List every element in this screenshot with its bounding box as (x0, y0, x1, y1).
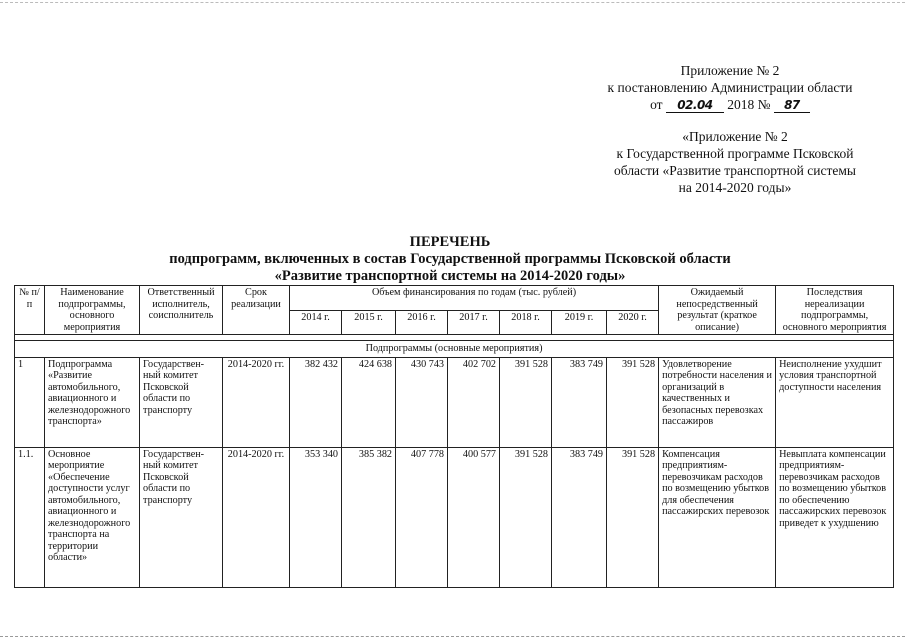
appendix-quote-line2: к Государственной программе Псковской (616, 146, 854, 161)
document-subtitle-program: «Развитие транспортной системы на 2014-2020 годы» (274, 268, 626, 284)
row-period: 2014-2020 гг. (223, 357, 290, 447)
header-num: № п/п (15, 286, 45, 335)
appendix-quote-line3: области «Развитие транспортной системы (614, 163, 856, 178)
header-responsible: Ответственный исполнитель, соисполнитель (140, 286, 223, 335)
table-row (15, 357, 894, 447)
row-value-2018: 391 528 (500, 357, 552, 447)
row-value-2020: 391 528 (607, 447, 659, 587)
header-year: 2017 г. (448, 310, 500, 335)
handwritten-number: 87 (774, 98, 810, 113)
header-year: 2020 г. (607, 310, 659, 335)
appendix-header-line1: Приложение № 2 (680, 63, 780, 78)
row-value-2019: 383 749 (552, 357, 607, 447)
row-consequences: Неисполнение ухудшит условия транспортной доступности населения (776, 357, 894, 447)
header-consequences: Последствия нереализации подпрограммы, основного мероприятия (776, 286, 894, 335)
header-year: 2019 г. (552, 310, 607, 335)
document-title: ПЕРЕЧЕНЬ (409, 234, 491, 250)
row-value-2016: 407 778 (396, 447, 448, 587)
scan-edge-top (0, 2, 905, 3)
row-value-2018: 391 528 (500, 447, 552, 587)
appendix-quote-line1: «Приложение № 2 (682, 129, 788, 144)
row-name: Основное мероприятие «Обеспечение доступности услуг автомобильного, авиационного и железнодорожного транспорта на территории области» (45, 447, 140, 587)
header-year: 2018 г. (500, 310, 552, 335)
year-text: 2018 № (727, 97, 771, 112)
subprograms-table (14, 285, 894, 588)
row-value-2017: 400 577 (448, 447, 500, 587)
header-name: Наименование подпрограммы, основного мероприятия (45, 286, 140, 335)
handwritten-date: 02.04 (666, 98, 724, 113)
row-value-2020: 391 528 (607, 357, 659, 447)
appendix-quote-line4: на 2014-2020 годы» (678, 180, 792, 195)
table-header-row (15, 286, 894, 311)
row-result: Удовлетворение потребности населения и организаций в качественных и безопасных перевозках пассажиров (659, 357, 776, 447)
row-value-2015: 424 638 (342, 357, 396, 447)
row-num: 1 (15, 357, 45, 447)
document-subtitle: подпрограмм, включенных в состав Государственной программы Псковской области (169, 251, 731, 267)
row-result: Компенсация предприятиям-перевозчикам расходов по возмещению убытков для обеспечения пассажирских перевозок (659, 447, 776, 587)
row-value-2016: 430 743 (396, 357, 448, 447)
row-period: 2014-2020 гг. (223, 447, 290, 587)
header-year: 2015 г. (342, 310, 396, 335)
scan-edge-bottom (0, 636, 905, 637)
appendix-header (580, 62, 880, 113)
row-name: Подпрограмма «Развитие автомобильного, авиационного и железнодорожного транспорта» (45, 357, 140, 447)
row-responsible: Государствен-ный комитет Псковской области по транспорту (140, 357, 223, 447)
header-year: 2016 г. (396, 310, 448, 335)
row-num: 1.1. (15, 447, 45, 587)
header-year: 2014 г. (290, 310, 342, 335)
row-value-2015: 385 382 (342, 447, 396, 587)
row-value-2019: 383 749 (552, 447, 607, 587)
appendix-quote (585, 128, 885, 196)
header-funding: Объем финансирования по годам (тыс. рублей) (290, 286, 659, 311)
appendix-header-date-line (580, 96, 880, 113)
row-responsible: Государствен-ный комитет Псковской области по транспорту (140, 447, 223, 587)
row-value-2014: 382 432 (290, 357, 342, 447)
section-title: Подпрограммы (основные мероприятия) (15, 341, 894, 358)
table-row (15, 447, 894, 587)
row-value-2017: 402 702 (448, 357, 500, 447)
date-prefix: от (650, 97, 663, 112)
row-consequences: Невыплата компенсации предприятиям-перевозчикам расходов по возмещению убытков по обеспечению пассажирских перевозок приведет к ухудшению (776, 447, 894, 587)
appendix-header-line2: к постановлению Администрации области (607, 80, 853, 95)
header-period: Срок реализации (223, 286, 290, 335)
header-result: Ожидаемый непосредственный результат (краткое описание) (659, 286, 776, 335)
section-row (15, 341, 894, 358)
row-value-2014: 353 340 (290, 447, 342, 587)
